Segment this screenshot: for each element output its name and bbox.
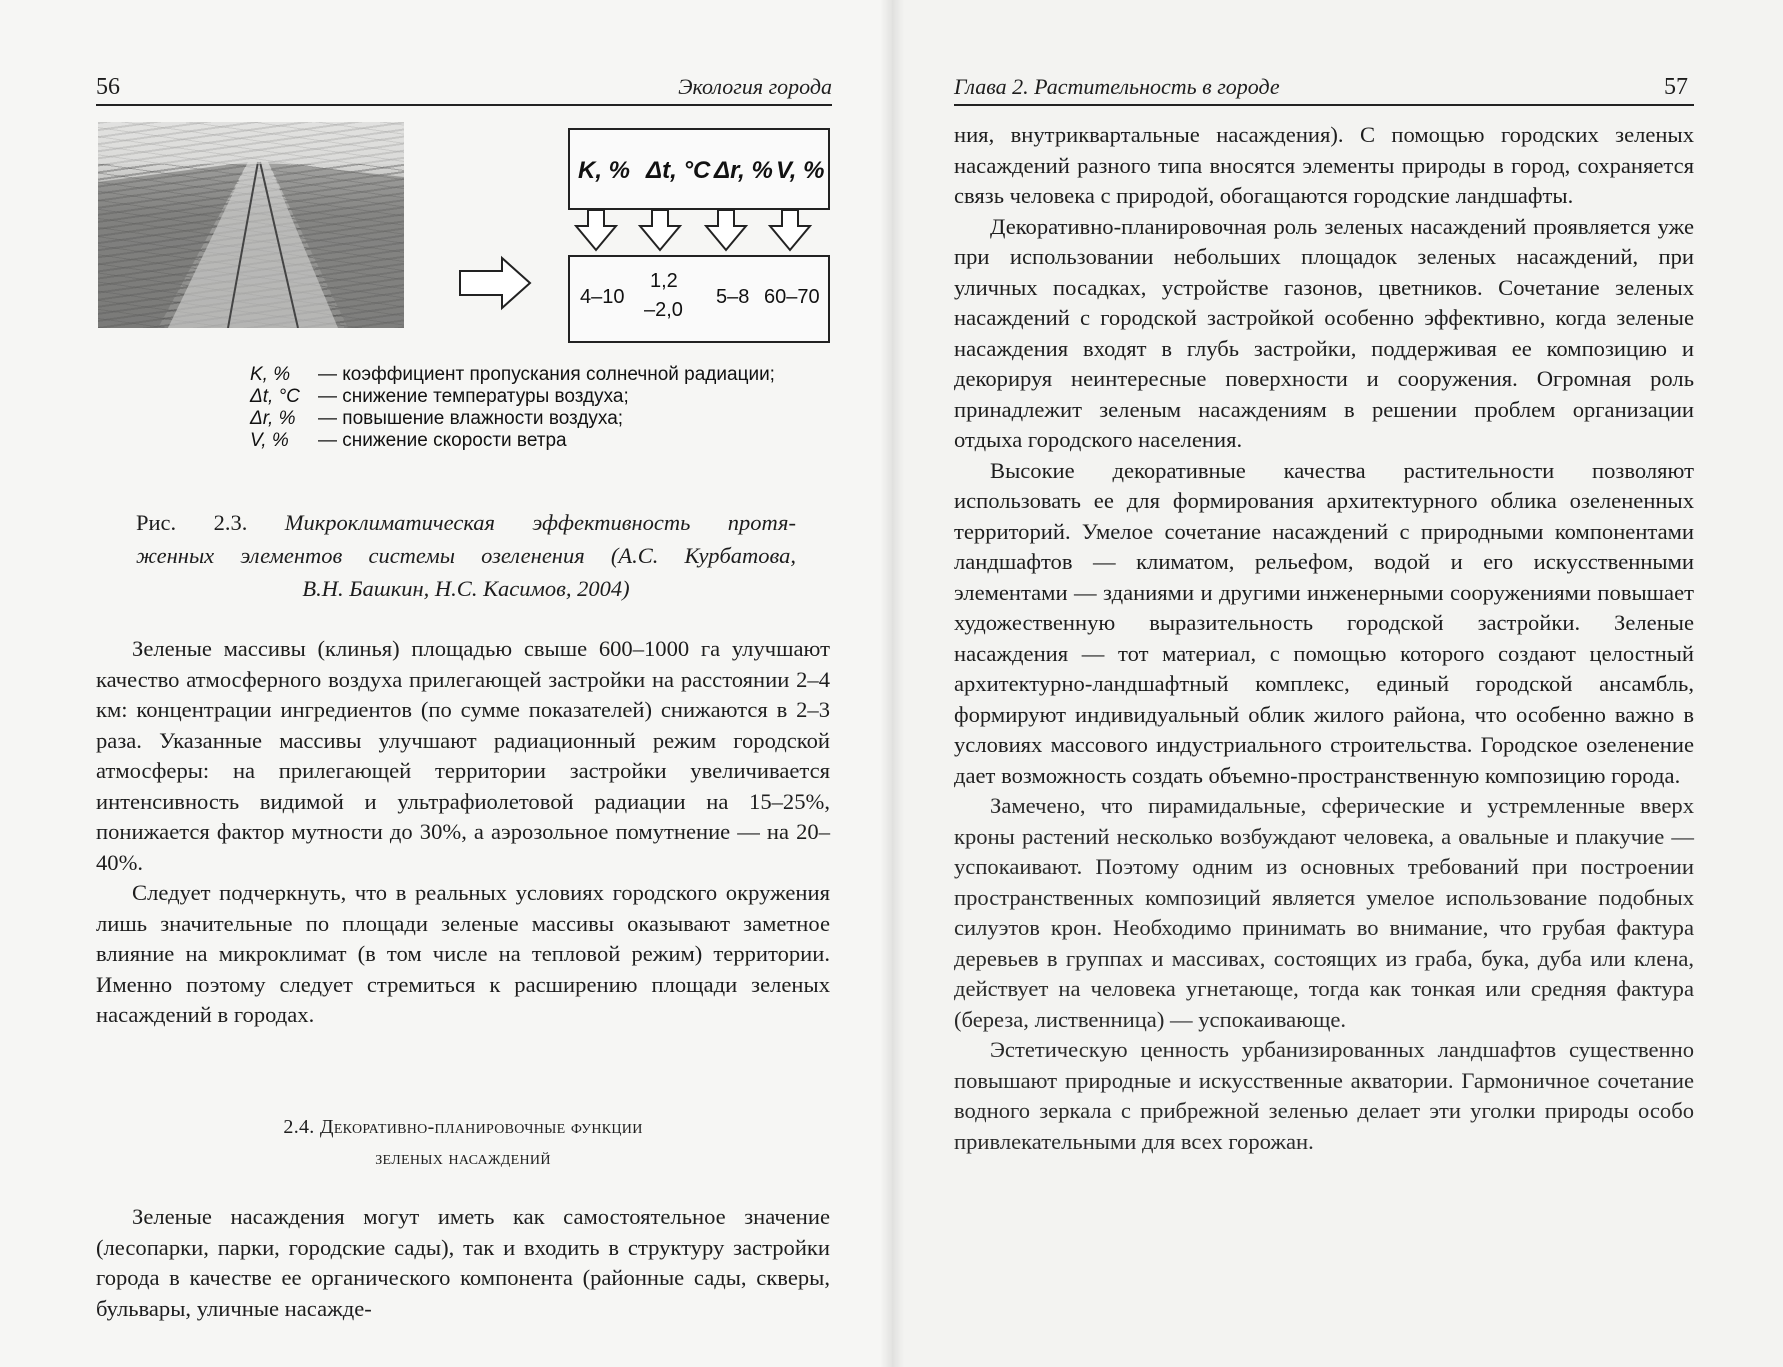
- left-body-text: [96, 634, 830, 1031]
- param-k: K, %: [578, 157, 631, 184]
- value-dt-1: 1,2: [650, 270, 678, 292]
- right-running-header: [954, 70, 1694, 106]
- right-body-text: [954, 120, 1694, 1157]
- paragraph: Следует подчеркнуть, что в реальных условиях городского окружения лишь значительные по площади зеленые массивы оказывают заметное влияние на микроклимат (в том числе на тепловой режим) территории. Именно поэтому следует стремиться к расширению площади зеленых насаждений в городах.: [96, 880, 830, 1027]
- value-v: 60–70: [764, 286, 820, 308]
- paragraph: Зеленые массивы (клинья) площадью свыше 600–1000 га улучшают качество атмосферного воздуха прилегающей застройки на расстоянии 2–4 км: концентрации ингредиентов (по сумме показателей) снижаются в 2–3 раза. Указанные массивы улучшают радиационный режим городской атмосферы: на прилегающей территории застройки увеличивается интенсивность видимой и ультрафиолетовой радиации на 15–25%, понижается фактор мутности до 30%, а аэрозольное помутнение — на 20–40%.: [96, 636, 830, 875]
- paragraph: Замечено, что пирамидальные, сферические и устремленные вверх кроны растений несколько возбуждают человека, а овальные и плакучие — успокаивают. Поэтому одним из основных требований при построении пространственных композиций является умелое использование подобных силуэтов крон. Необходимо принимать во внимание, что грубая фактура деревьев в группах и массивах, состоящих из граба, бука, дуба или клена, действует на человека угнетающе, тогда как тонкая или средняя фактура (береза, лиственница) — успокаивающе.: [954, 793, 1694, 1032]
- paragraph: Зеленые насаждения могут иметь как самостоятельное значение (лесопарки, парки, городские сады), так и входить в структуру застройки города в качестве ее органического компонента (районные сады, скверы, бульвары, уличные насажде-: [96, 1204, 830, 1321]
- figure-legend: [250, 364, 775, 452]
- section-title: 2.4. Декоративно-планировочные функции зеленых насаждений: [283, 1116, 643, 1169]
- down-arrow-icon: [640, 210, 680, 250]
- paragraph: Декоративно-планировочная роль зеленых насаждений проявляется уже при использовании небольших площадок зеленых насаждений, при уличных посадках, устройстве газонов, цветников. Сочетание зеленых насаждений с городской застройкой особенно эффективно, когда зеленые насаждения входят в глубь застройки, поддерживая ее композицию и декорируя неинтересные поверхности и сооружения. Огромная роль принадлежит зеленым насаждениям в решении проблем организации отдыха городского населения.: [954, 213, 1694, 452]
- legend-row: Δr, % — повышение влажности воздуха;: [250, 408, 624, 429]
- page-number-left: 56: [96, 74, 120, 100]
- value-k: 4–10: [580, 286, 625, 308]
- down-arrow-icon: [576, 210, 616, 250]
- values-box: [568, 255, 830, 343]
- book-gutter: [880, 0, 904, 1367]
- caption-label: Рис. 2.3.: [136, 510, 248, 535]
- left-running-header: [96, 70, 832, 106]
- paragraph: ния, внутриквартальные насаждения). С помощью городских зеленых насаждений разного типа вносятся элементы природы в город, сохраняется связь человека с природой, обогащаются городские ландшафты.: [954, 122, 1694, 208]
- right-page: [892, 0, 1783, 1367]
- left-body-text-2: [96, 1202, 830, 1324]
- page-number-right: 57: [1664, 74, 1688, 100]
- value-dt-2: –2,0: [644, 299, 683, 321]
- param-v: V, %: [776, 157, 825, 184]
- figure-caption: Рис. 2.3. Микроклиматическая эффективность протя- женных элементов системы озеленения (А.С. Курбатова, В.Н. Башкин, Н.С. Касимов, 2004): [136, 510, 797, 601]
- legend-row: K, % — коэффициент пропускания солнечной радиации;: [250, 364, 775, 385]
- down-arrow-icon: [706, 210, 746, 250]
- paragraph: Эстетическую ценность урбанизированных ландшафтов существенно повышают природные и искусственные акватории. Гармоничное сочетание водного зеркала с прибрежной зеленью делает эти уголки природы особо привлекательными для всех горожан.: [954, 1037, 1694, 1154]
- legend-row: V, % — снижение скорости ветра: [250, 430, 567, 451]
- param-dt: Δt, °C: [646, 157, 711, 184]
- down-arrow-icon: [770, 210, 810, 250]
- paragraph: Высокие декоративные качества растительности позволяют использовать ее для формирования архитектурного облика озелененных территорий. Умелое сочетание насаждений с природными компонентами ландшафтов — климатом, рельефом, водой и его искусственными элементами — зданиями и другими инженерными сооружениями повышает художественную выразительность городской застройки. Зеленые насаждения — тот материал, с помощью которого создают целостный архитектурно-ландшафтный комплекс, единый городской ансамбль, формируют индивидуальный облик жилого района, что особенно важно в условиях массового индустриального строительства. Городское озеленение дает возможность создать объемно-пространственную композицию города.: [954, 457, 1694, 788]
- street-photo: [98, 122, 404, 328]
- down-arrows: [570, 208, 826, 259]
- chapter-title-header: Глава 2. Растительность в городе: [954, 74, 1280, 99]
- parameters-box: [568, 128, 830, 210]
- value-dr: 5–8: [716, 286, 750, 308]
- right-arrow-icon: [458, 255, 532, 316]
- param-dr: Δr, %: [714, 157, 773, 184]
- book-title-header: Экология города: [678, 74, 832, 99]
- legend-row: Δt, °C — снижение температуры воздуха;: [250, 386, 629, 407]
